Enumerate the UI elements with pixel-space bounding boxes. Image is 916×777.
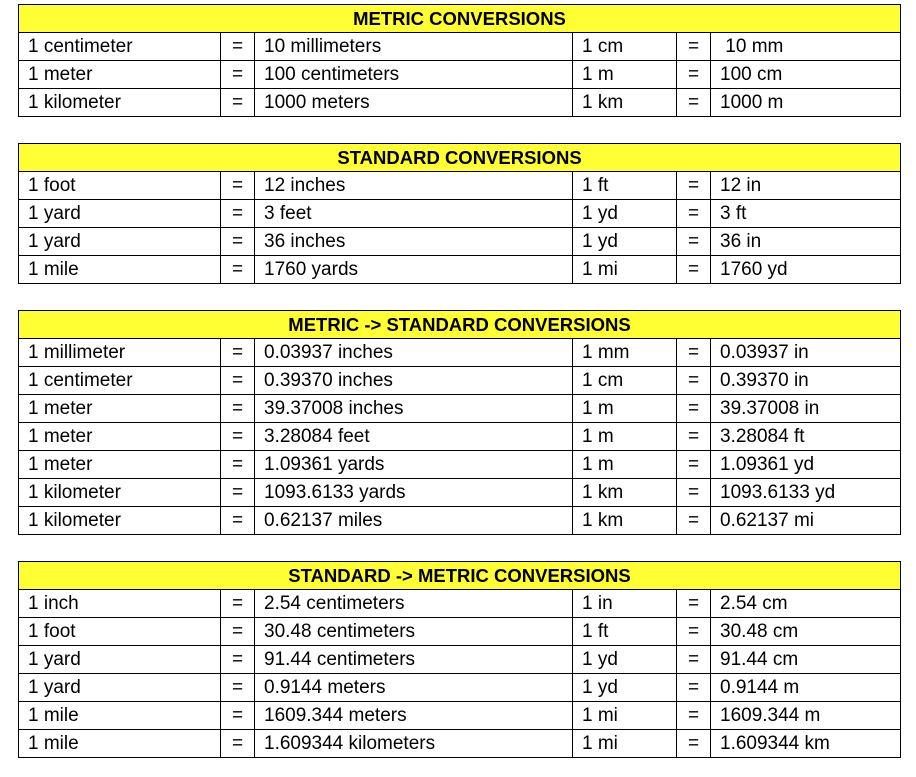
abbr-equals-cell: = xyxy=(677,507,711,535)
value-cell: 0.62137 miles xyxy=(255,507,573,535)
abbr-equals-cell: = xyxy=(677,702,711,730)
equals-cell: = xyxy=(221,479,255,507)
section-title: METRIC CONVERSIONS xyxy=(19,5,901,33)
abbr-equals-cell: = xyxy=(677,674,711,702)
abbr-equals-cell: = xyxy=(677,228,711,256)
table-row xyxy=(19,674,901,702)
value-cell: 30.48 centimeters xyxy=(255,618,573,646)
unit-cell: 1 mile xyxy=(19,730,221,758)
abbr-value-cell: 39.37008 in xyxy=(711,395,901,423)
equals-cell: = xyxy=(221,89,255,117)
abbr-equals-cell: = xyxy=(677,618,711,646)
unit-cell: 1 centimeter xyxy=(19,367,221,395)
table-row xyxy=(19,395,901,423)
table-row xyxy=(19,730,901,758)
section-gap xyxy=(18,535,900,561)
unit-cell: 1 millimeter xyxy=(19,339,221,367)
table-row xyxy=(19,479,901,507)
abbr-equals-cell: = xyxy=(677,339,711,367)
abbr-unit-cell: 1 m xyxy=(573,451,677,479)
table-row xyxy=(19,507,901,535)
equals-cell: = xyxy=(221,423,255,451)
equals-cell: = xyxy=(221,451,255,479)
abbr-equals-cell: = xyxy=(677,451,711,479)
abbr-equals-cell: = xyxy=(677,33,711,61)
value-cell: 3 feet xyxy=(255,200,573,228)
unit-cell: 1 mile xyxy=(19,702,221,730)
unit-cell: 1 yard xyxy=(19,646,221,674)
table-row xyxy=(19,590,901,618)
abbr-unit-cell: 1 cm xyxy=(573,33,677,61)
abbr-unit-cell: 1 yd xyxy=(573,200,677,228)
unit-cell: 1 yard xyxy=(19,228,221,256)
value-cell: 1760 yards xyxy=(255,256,573,284)
abbr-value-cell: 3.28084 ft xyxy=(711,423,901,451)
metric-standard-conversions-table xyxy=(18,310,901,535)
table-row xyxy=(19,339,901,367)
equals-cell: = xyxy=(221,33,255,61)
abbr-unit-cell: 1 ft xyxy=(573,618,677,646)
abbr-value-cell: 0.62137 mi xyxy=(711,507,901,535)
unit-cell: 1 foot xyxy=(19,618,221,646)
abbr-value-cell: 0.39370 in xyxy=(711,367,901,395)
equals-cell: = xyxy=(221,646,255,674)
unit-cell: 1 yard xyxy=(19,200,221,228)
equals-cell: = xyxy=(221,367,255,395)
abbr-value-cell: 1.609344 km xyxy=(711,730,901,758)
abbr-unit-cell: 1 in xyxy=(573,590,677,618)
equals-cell: = xyxy=(221,172,255,200)
abbr-value-cell: 10 mm xyxy=(711,33,901,61)
table-row xyxy=(19,256,901,284)
abbr-unit-cell: 1 mi xyxy=(573,256,677,284)
abbr-unit-cell: 1 mi xyxy=(573,730,677,758)
table-row xyxy=(19,228,901,256)
equals-cell: = xyxy=(221,339,255,367)
metric-conversions-table xyxy=(18,4,901,117)
abbr-value-cell: 1000 m xyxy=(711,89,901,117)
unit-cell: 1 foot xyxy=(19,172,221,200)
unit-cell: 1 centimeter xyxy=(19,33,221,61)
equals-cell: = xyxy=(221,702,255,730)
unit-cell: 1 inch xyxy=(19,590,221,618)
abbr-value-cell: 1.09361 yd xyxy=(711,451,901,479)
value-cell: 0.39370 inches xyxy=(255,367,573,395)
abbr-equals-cell: = xyxy=(677,590,711,618)
value-cell: 39.37008 inches xyxy=(255,395,573,423)
table-row xyxy=(19,200,901,228)
table-row xyxy=(19,33,901,61)
value-cell: 1093.6133 yards xyxy=(255,479,573,507)
abbr-unit-cell: 1 yd xyxy=(573,646,677,674)
abbr-equals-cell: = xyxy=(677,646,711,674)
abbr-value-cell: 0.03937 in xyxy=(711,339,901,367)
value-cell: 91.44 centimeters xyxy=(255,646,573,674)
abbr-equals-cell: = xyxy=(677,61,711,89)
unit-cell: 1 meter xyxy=(19,395,221,423)
table-row xyxy=(19,367,901,395)
abbr-value-cell: 1760 yd xyxy=(711,256,901,284)
value-cell: 12 inches xyxy=(255,172,573,200)
table-row xyxy=(19,423,901,451)
abbr-equals-cell: = xyxy=(677,172,711,200)
abbr-unit-cell: 1 yd xyxy=(573,228,677,256)
value-cell: 3.28084 feet xyxy=(255,423,573,451)
equals-cell: = xyxy=(221,395,255,423)
abbr-value-cell: 0.9144 m xyxy=(711,674,901,702)
equals-cell: = xyxy=(221,590,255,618)
abbr-equals-cell: = xyxy=(677,89,711,117)
unit-cell: 1 meter xyxy=(19,61,221,89)
value-cell: 0.9144 meters xyxy=(255,674,573,702)
conversion-tables xyxy=(18,4,900,758)
abbr-unit-cell: 1 km xyxy=(573,479,677,507)
value-cell: 1609.344 meters xyxy=(255,702,573,730)
table-row xyxy=(19,451,901,479)
unit-cell: 1 meter xyxy=(19,451,221,479)
value-cell: 2.54 centimeters xyxy=(255,590,573,618)
value-cell: 1000 meters xyxy=(255,89,573,117)
table-row xyxy=(19,646,901,674)
abbr-equals-cell: = xyxy=(677,256,711,284)
table-row xyxy=(19,89,901,117)
equals-cell: = xyxy=(221,674,255,702)
equals-cell: = xyxy=(221,61,255,89)
abbr-value-cell: 12 in xyxy=(711,172,901,200)
equals-cell: = xyxy=(221,730,255,758)
table-row xyxy=(19,172,901,200)
abbr-unit-cell: 1 m xyxy=(573,423,677,451)
abbr-unit-cell: 1 mm xyxy=(573,339,677,367)
value-cell: 0.03937 inches xyxy=(255,339,573,367)
equals-cell: = xyxy=(221,507,255,535)
table-row xyxy=(19,618,901,646)
standard-metric-conversions-table xyxy=(18,561,901,758)
unit-cell: 1 mile xyxy=(19,256,221,284)
abbr-value-cell: 2.54 cm xyxy=(711,590,901,618)
abbr-unit-cell: 1 km xyxy=(573,507,677,535)
abbr-unit-cell: 1 m xyxy=(573,395,677,423)
value-cell: 1.609344 kilometers xyxy=(255,730,573,758)
equals-cell: = xyxy=(221,200,255,228)
abbr-equals-cell: = xyxy=(677,479,711,507)
abbr-unit-cell: 1 yd xyxy=(573,674,677,702)
abbr-unit-cell: 1 ft xyxy=(573,172,677,200)
abbr-value-cell: 1609.344 m xyxy=(711,702,901,730)
abbr-unit-cell: 1 mi xyxy=(573,702,677,730)
abbr-value-cell: 3 ft xyxy=(711,200,901,228)
abbr-equals-cell: = xyxy=(677,200,711,228)
unit-cell: 1 kilometer xyxy=(19,89,221,117)
abbr-unit-cell: 1 m xyxy=(573,61,677,89)
abbr-equals-cell: = xyxy=(677,395,711,423)
section-title: STANDARD CONVERSIONS xyxy=(19,144,901,172)
abbr-equals-cell: = xyxy=(677,367,711,395)
section-title: STANDARD -> METRIC CONVERSIONS xyxy=(19,562,901,590)
abbr-equals-cell: = xyxy=(677,423,711,451)
equals-cell: = xyxy=(221,618,255,646)
value-cell: 36 inches xyxy=(255,228,573,256)
table-row xyxy=(19,702,901,730)
abbr-unit-cell: 1 cm xyxy=(573,367,677,395)
value-cell: 100 centimeters xyxy=(255,61,573,89)
section-title: METRIC -> STANDARD CONVERSIONS xyxy=(19,311,901,339)
abbr-value-cell: 100 cm xyxy=(711,61,901,89)
unit-cell: 1 kilometer xyxy=(19,507,221,535)
abbr-value-cell: 1093.6133 yd xyxy=(711,479,901,507)
unit-cell: 1 yard xyxy=(19,674,221,702)
abbr-value-cell: 30.48 cm xyxy=(711,618,901,646)
unit-cell: 1 kilometer xyxy=(19,479,221,507)
standard-conversions-table xyxy=(18,143,901,284)
abbr-value-cell: 36 in xyxy=(711,228,901,256)
section-gap xyxy=(18,117,900,143)
abbr-unit-cell: 1 km xyxy=(573,89,677,117)
equals-cell: = xyxy=(221,228,255,256)
equals-cell: = xyxy=(221,256,255,284)
value-cell: 10 millimeters xyxy=(255,33,573,61)
value-cell: 1.09361 yards xyxy=(255,451,573,479)
abbr-value-cell: 91.44 cm xyxy=(711,646,901,674)
table-row xyxy=(19,61,901,89)
abbr-equals-cell: = xyxy=(677,730,711,758)
section-gap xyxy=(18,284,900,310)
unit-cell: 1 meter xyxy=(19,423,221,451)
